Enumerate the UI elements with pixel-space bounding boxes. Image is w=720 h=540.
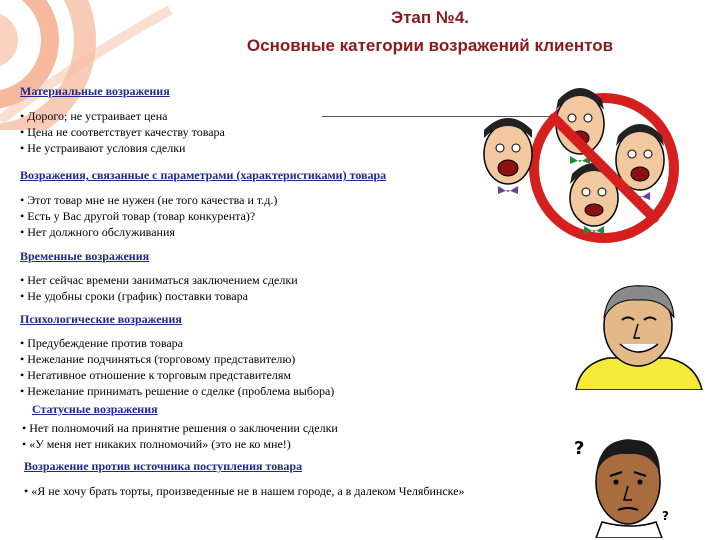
list-item: • Этот товар мне не нужен (не того качества и т.д.) [20, 193, 278, 207]
prohibition-sign-cartoon-faces-icon [468, 76, 694, 246]
heading-product-source-objections: Возражение против источника поступления товара [24, 459, 303, 473]
list-item: • Есть у Вас другой товар (товар конкурента)? [20, 209, 256, 223]
list-item: • Нет сейчас времени заниматься заключением сделки [20, 273, 298, 287]
list-item: • Нет должного обслуживания [20, 225, 175, 239]
list-item: • Нежелание подчиняться (торговому представителю) [20, 352, 296, 366]
puzzled-man-cartoon-icon [572, 430, 682, 538]
question-mark-icon: ? [574, 438, 585, 459]
smiling-man-cartoon-icon [568, 278, 708, 390]
list-item: • Негативное отношение к торговым представителям [20, 368, 291, 382]
list-item: • Нет полномочий на принятие решения о заключении сделки [22, 421, 338, 435]
heading-material-objections: Материальные возражения [20, 84, 170, 98]
slide-title: Основные категории возражений клиентов [246, 36, 614, 55]
heading-status-objections: Статусные возражения [32, 402, 158, 416]
list-item: • Предубеждение против товара [20, 336, 183, 350]
slide-title-stage: Этап №4. [391, 8, 469, 27]
heading-psychological-objections: Психологические возражения [20, 312, 182, 326]
list-item: • Нежелание принимать решение о сделке (проблема выбора) [20, 384, 335, 398]
list-item: • «Я не хочу брать торты, произведенные не в нашем городе, а в далеком Челябинске» [24, 484, 465, 498]
heading-time-objections: Временные возражения [20, 249, 150, 263]
list-item: • Не удобны сроки (график) поставки товара [20, 289, 248, 303]
svg-text:?: ? [662, 509, 669, 523]
list-item: • «У меня нет никаких полномочий» (это не ко мне!) [22, 437, 291, 451]
list-item: • Дорого; не устраивает цена [20, 109, 168, 123]
heading-product-parameter-objections: Возражения, связанные с параметрами (характеристиками) товара [20, 168, 387, 182]
list-item: • Цена не соответствует качеству товара [20, 125, 225, 139]
list-item: • Не устраивают условия сделки [20, 141, 186, 155]
